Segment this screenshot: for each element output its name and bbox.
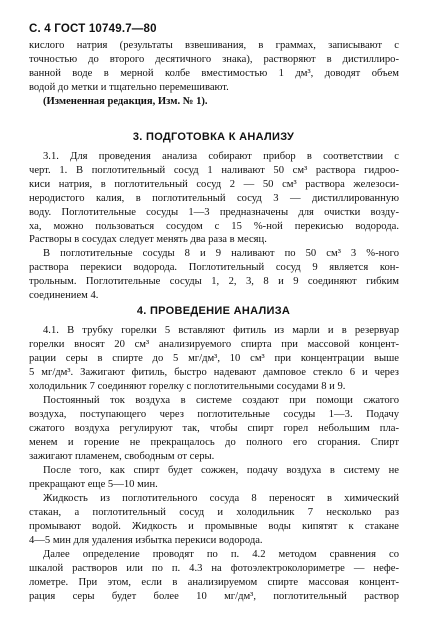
text-line: точностью до второго десятичного знака), растворяют в дистиллиро- — [29, 53, 399, 65]
text-line: Растворы в сосудах следует менять два раза в месяц. — [29, 234, 267, 246]
text-line: зажигают пламенем, свободным от серы. — [29, 450, 215, 462]
text-line: стакан, а поглотительный сосуд и холодильник 7 несколько раз — [29, 506, 399, 518]
text-line: 3.1. Для проведения анализа собирают прибор в соответствии с — [43, 151, 399, 162]
text-line: горелки вносят 20 см³ анализируемого спирта при массовой концент- — [29, 338, 399, 350]
text-line: шкалой растворов или по п. 4.3 на фотоэлектроколориметре — нефе- — [29, 562, 399, 574]
section-4-paragraph-5 — [29, 548, 399, 604]
text-line: В поглотительные сосуды 8 и 9 наливают по 50 см³ 3 %-ного — [43, 248, 399, 259]
text-line: ванной воде в мерной колбе вместимостью 1 дм³, доводят объем — [29, 67, 399, 79]
text-line: промывают водой. Жидкость и промывные воды кипятят к стакане — [29, 520, 399, 532]
text-line: менем и горение не прекращалось до полного его сгорания. Спирт — [29, 436, 399, 448]
intro-paragraph — [29, 39, 399, 109]
section-3-heading: 3. ПОДГОТОВКА К АНАЛИЗУ — [132, 131, 295, 143]
text-line: рация серы будет более 10 мг/дм³, поглотительный раствор — [29, 590, 399, 602]
text-line: Постоянный ток воздуха в системе создают при помощи сжатого — [43, 395, 399, 406]
text-line: Далее определение проводят по п. 4.2 методом сравнения со — [43, 549, 399, 560]
text-line: ха, можно пользоваться сосудом с 15 %-ной перекисью водорода. — [29, 220, 399, 232]
text-line: неродистого калия, в поглотительный сосуд 3 — дистиллированную — [29, 192, 399, 204]
text-line: холодильник 7 соединяют горелку с поглотительными сосудами 8 и 9. — [29, 380, 346, 392]
section-3-paragraph-1 — [29, 150, 399, 247]
text-line: воздуха, поступающего через поглотительные сосуды 1—3. Подачу — [29, 408, 399, 420]
text-line: Жидкость из поглотительного сосуда 8 переносят в химический — [43, 493, 399, 504]
text-line: рации серы в спирте до 5 мг/дм³, 10 см³ при концентрации выше — [29, 352, 399, 364]
text-line: соединением 4. — [29, 289, 99, 301]
section-4-heading: 4. ПРОВЕДЕНИЕ АНАЛИЗА — [136, 305, 291, 317]
section-4-paragraph-1 — [29, 324, 399, 394]
section-3-paragraph-2 — [29, 247, 399, 303]
text-line: раствора перекиси водорода. Поглотительный сосуд 9 является кон- — [29, 261, 399, 273]
text-line: черт. 1. В поглотительный сосуд 1 наливают 50 см³ раствора гидроо- — [29, 164, 399, 176]
text-line: прекращают еще 5—10 мин. — [29, 478, 158, 490]
text-line: киси натрия, в поглотительный сосуд 2 — 50 см³ раствора железоси- — [29, 178, 399, 190]
text-line: сжатого воздуха регулируют так, чтобы спирт горел небольшим пла- — [29, 422, 399, 434]
section-4-paragraph-3 — [29, 464, 399, 492]
text-line: 4.1. В трубку горелки 5 вставляют фитиль из марли и в резервуар — [43, 325, 399, 336]
text-line: После того, как спирт будет сожжен, подачу воздуха в систему не — [43, 465, 399, 476]
text-line: 4—5 мин для удаления избытка перекиси водорода. — [29, 534, 263, 546]
amendment-note: (Измененная редакция, Изм. № 1). — [43, 95, 208, 107]
text-line: воду. Поглотительные сосуды 1—3 предназначены для очистки возду- — [29, 206, 399, 218]
text-line: трольным. Поглотительные сосуды 1, 2, 3, 8 и 9 соединяют гибким — [29, 275, 399, 287]
section-4-paragraph-2 — [29, 394, 399, 464]
text-line: водой до метки и тщательно перемешивают. — [29, 81, 229, 93]
page-header: С. 4 ГОСТ 10749.7—80 — [29, 23, 157, 35]
text-line: кислого натрия (результаты взвешивания, в граммах, записывают с — [29, 40, 399, 51]
section-4-paragraph-4 — [29, 492, 399, 548]
text-line: лометре. При этом, если в анализируемом спирте массовая концент- — [29, 576, 399, 588]
text-line: 5 мг/дм³. Зажигают фитиль, быстро надевают дамповое стекло 6 и через — [29, 366, 399, 378]
